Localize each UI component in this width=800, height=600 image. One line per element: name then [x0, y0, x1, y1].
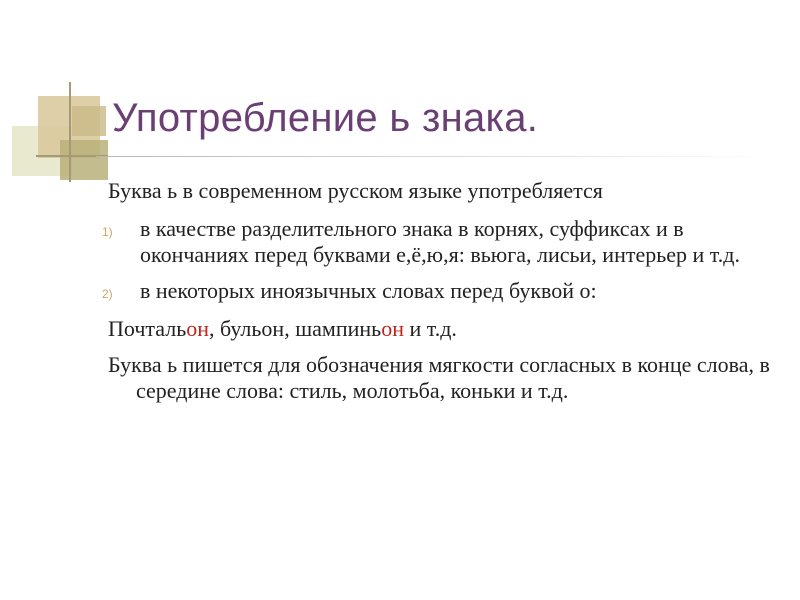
example-highlight: он [186, 316, 210, 341]
slide-body [102, 178, 778, 414]
example-word: бульон [220, 316, 285, 341]
intro-text: Буква ь в современном русском языке употребляется [108, 178, 603, 203]
example-word-stem: шампинь [295, 316, 382, 341]
example-highlight: он [381, 316, 404, 341]
title-divider [96, 156, 776, 157]
example-separator: , [209, 316, 221, 341]
example-tail: и т.д. [403, 316, 457, 341]
list-item [102, 216, 778, 268]
slide-title: Употребление ь знака. [112, 96, 539, 140]
list-marker: 2) [102, 287, 113, 301]
list-item [102, 278, 778, 304]
list-item-text: в некоторых иноязычных словах перед буквой о: [140, 278, 597, 303]
list-marker: 1) [102, 225, 113, 239]
closing-text: Буква ь пишется для обозначения мягкости согласных в конце слова, в середине слова: стиль, молотьба, коньки и т.д. [108, 352, 770, 403]
decor-square [60, 140, 108, 180]
example-word-stem: Почталь [108, 316, 187, 341]
list-item-text: в качестве разделительного знака в корнях, суффиксах и в окончаниях перед буквами е,ё,ю,я: вьюга, лисьи, интерьер и т.д. [140, 216, 740, 267]
decor-line [69, 82, 71, 182]
example-separator: , [284, 316, 296, 341]
usage-list [102, 216, 778, 304]
examples-line [108, 316, 778, 342]
decor-square [72, 106, 106, 136]
